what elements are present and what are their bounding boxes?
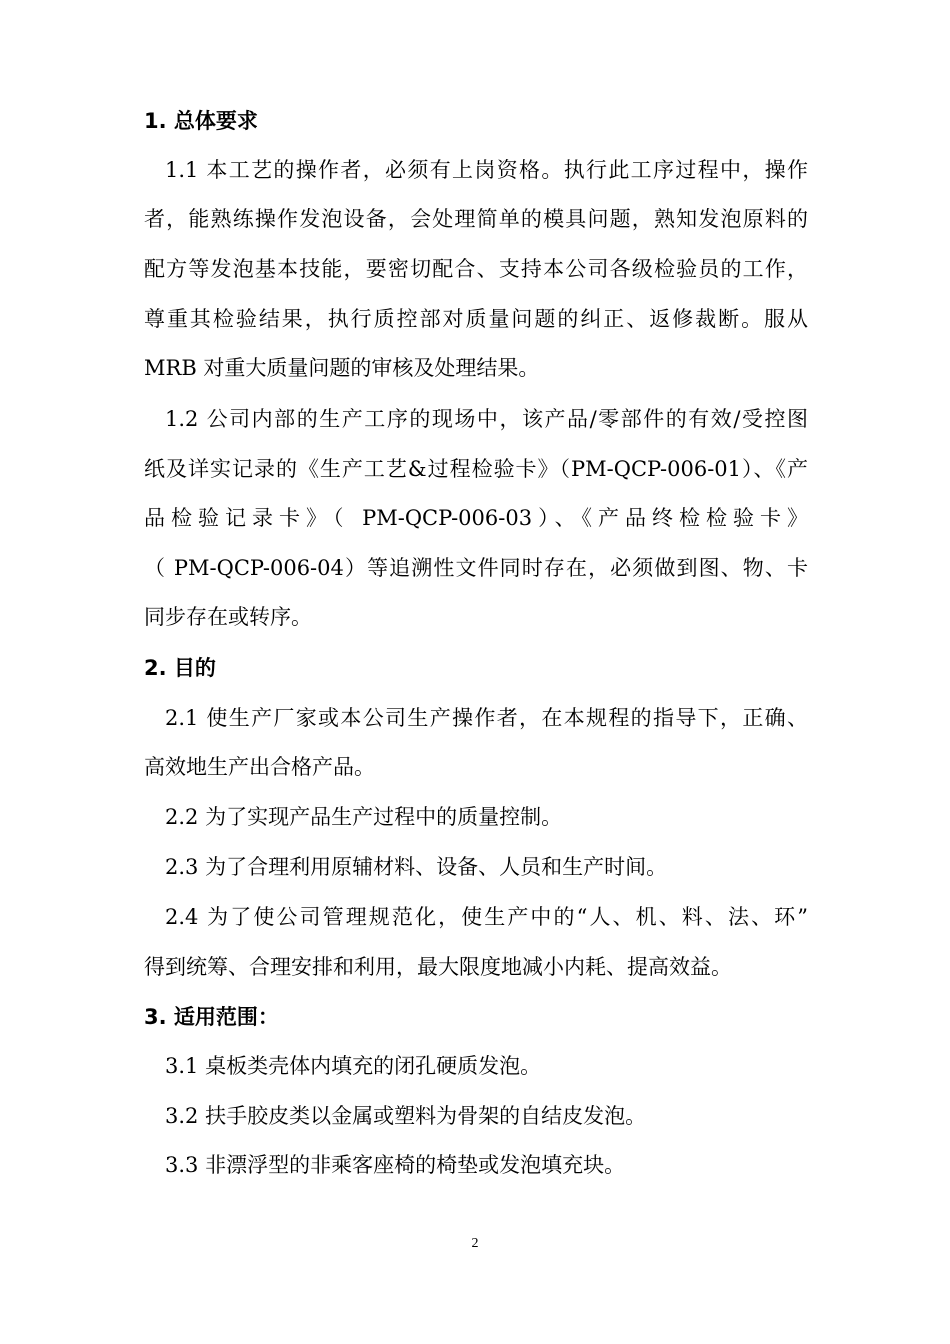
paragraph-line: 2.4 为了使公司管理规范化，使生产中的“人、机、料、法、环” xyxy=(165,905,808,929)
paragraph-line: 纸及详实记录的《生产工艺&过程检验卡》（PM-QCP-006-01）、《产 xyxy=(144,457,808,481)
paragraph-line: 尊重其检验结果，执行质控部对质量问题的纠正、返修裁断。服从 xyxy=(144,307,808,331)
paragraph-line: 2.3 为了合理利用原辅材料、设备、人员和生产时间。 xyxy=(165,855,668,879)
paragraph-line: （ PM-QCP-006-04）等追溯性文件同时存在，必须做到图、物、卡 xyxy=(144,556,808,580)
page-number: 2 xyxy=(471,1236,479,1251)
paragraph-line: 者，能熟练操作发泡设备，会处理简单的模具问题，熟知发泡原料的 xyxy=(144,207,808,231)
section-heading-general-requirements: 1. 总体要求 xyxy=(144,109,258,133)
paragraph-line: 1.2 公司内部的生产工序的现场中，该产品/零部件的有效/受控图 xyxy=(165,407,808,431)
section-heading-purpose: 2. 目的 xyxy=(144,656,216,680)
paragraph-line: 品检验记录卡》（ PM-QCP-006-03）、《产品终检检验卡》 xyxy=(144,506,808,530)
paragraph-line: 配方等发泡基本技能，要密切配合、支持本公司各级检验员的工作， xyxy=(144,257,808,281)
paragraph-line: 1.1 本工艺的操作者，必须有上岗资格。执行此工序过程中，操作 xyxy=(165,158,808,182)
paragraph-line: MRB 对重大质量问题的审核及处理结果。 xyxy=(144,356,540,380)
paragraph-line: 同步存在或转序。 xyxy=(144,605,312,629)
paragraph-line: 3.3 非漂浮型的非乘客座椅的椅垫或发泡填充块。 xyxy=(165,1153,626,1177)
section-heading-scope: 3. 适用范围： xyxy=(144,1005,279,1029)
paragraph-line: 3.1 桌板类壳体内填充的闭孔硬质发泡。 xyxy=(165,1054,542,1078)
paragraph-line: 得到统筹、合理安排和利用，最大限度地减小内耗、提高效益。 xyxy=(144,955,732,979)
paragraph-line: 2.2 为了实现产品生产过程中的质量控制。 xyxy=(165,805,563,829)
paragraph-line: 高效地生产出合格产品。 xyxy=(144,755,375,779)
paragraph-line: 3.2 扶手胶皮类以金属或塑料为骨架的自结皮发泡。 xyxy=(165,1104,647,1128)
paragraph-line: 2.1 使生产厂家或本公司生产操作者，在本规程的指导下，正确、 xyxy=(165,706,808,730)
